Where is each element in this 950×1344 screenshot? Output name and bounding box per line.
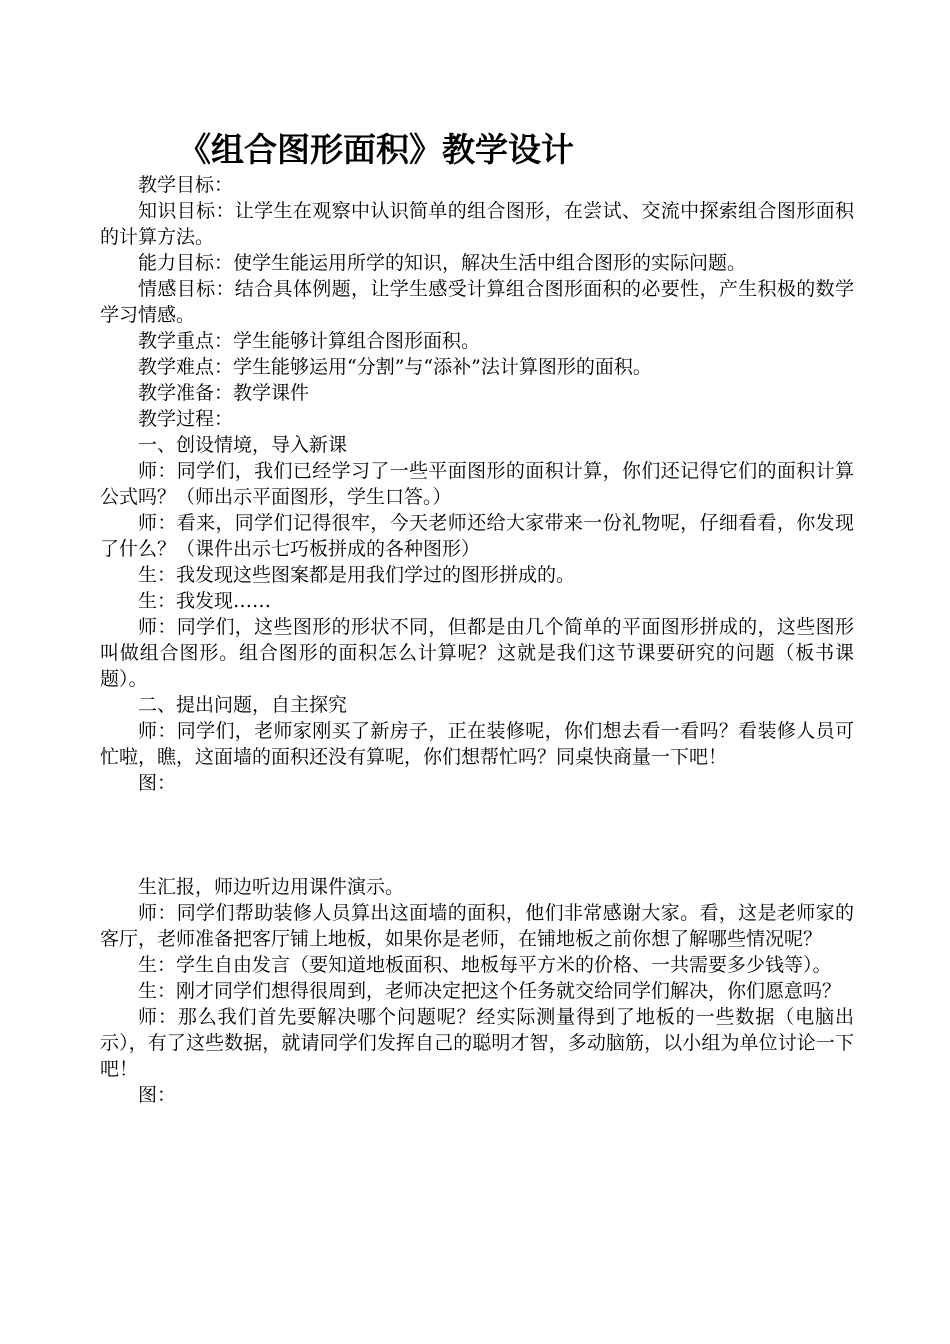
paragraph-process-heading: 教学过程： <box>138 408 234 430</box>
paragraph-student-report: 生汇报，师边听边用课件演示。 <box>138 876 405 898</box>
paragraph-student-2: 生：我发现…… <box>138 590 272 612</box>
paragraph-student-4: 生：刚才同学们想得很周到，老师决定把这个任务就交给同学们解决，你们愿意吗？ <box>138 980 842 1002</box>
paragraph-knowledge-objective: 知识目标：让学生在观察中认识简单的组合图形，在尝试、交流中探索组合图形面积的计算方法。 <box>100 200 854 248</box>
paragraph-teacher-3: 师：同学们，这些图形的形状不同，但都是由几个简单的平面图形拼成的，这些图形叫做组合图形。组合图形的面积怎么计算呢？这就是我们这节课要研究的问题（板书课题）。 <box>100 616 854 690</box>
section-heading-1: 一、创设情境，导入新课 <box>138 434 348 456</box>
paragraph-teacher-5: 师：同学们帮助装修人员算出这面墙的面积，他们非常感谢大家。看，这是老师家的客厅，老师准备把客厅铺上地板，如果你是老师，在铺地板之前你想了解哪些情况呢？ <box>100 902 854 950</box>
paragraph-teacher-1: 师：同学们，我们已经学习了一些平面图形的面积计算，你们还记得它们的面积计算公式吗？（师出示平面图形，学生口答。） <box>100 460 854 508</box>
paragraph-teacher-4: 师：同学们，老师家刚买了新房子，正在装修呢，你们想去看一看吗？看装修人员可忙啦，瞧，这面墙的面积还没有算呢，你们想帮忙吗？同桌快商量一下吧！ <box>100 720 854 768</box>
figure-label-2: 图： <box>138 1084 177 1106</box>
paragraph-ability-objective: 能力目标：使学生能运用所学的知识，解决生活中组合图形的实际问题。 <box>138 252 747 274</box>
figure-placeholder-1 <box>100 796 854 874</box>
paragraph-student-1: 生：我发现这些图案都是用我们学过的图形拼成的。 <box>138 564 576 586</box>
paragraph-student-3: 生：学生自由发言（要知道地板面积、地板每平方米的价格、一共需要多少钱等）。 <box>138 954 832 976</box>
paragraph-difficulty: 教学难点：学生能够运用“分割”与“添补”法计算图形的面积。 <box>138 356 652 378</box>
figure-label-1: 图： <box>138 772 177 794</box>
paragraph-teacher-2: 师：看来，同学们记得很牢，今天老师还给大家带来一份礼物呢，仔细看看，你发现了什么？（课件出示七巧板拼成的各种图形） <box>100 512 854 560</box>
document-title: 《组合图形面积》教学设计 <box>178 130 574 169</box>
paragraph-objectives-heading: 教学目标： <box>138 174 234 196</box>
section-heading-2: 二、提出问题，自主探究 <box>138 694 348 716</box>
paragraph-preparation: 教学准备：教学课件 <box>138 382 310 404</box>
document-body <box>100 172 854 1108</box>
paragraph-key-point: 教学重点：学生能够计算组合图形面积。 <box>138 330 481 352</box>
paragraph-teacher-6: 师：那么我们首先要解决哪个问题呢？经实际测量得到了地板的一些数据（电脑出示），有了这些数据，就请同学们发挥自己的聪明才智，多动脑筋，以小组为单位讨论一下吧！ <box>100 1006 854 1080</box>
paragraph-emotion-objective: 情感目标：结合具体例题，让学生感受计算组合图形面积的必要性，产生积极的数学学习情感。 <box>100 278 854 326</box>
